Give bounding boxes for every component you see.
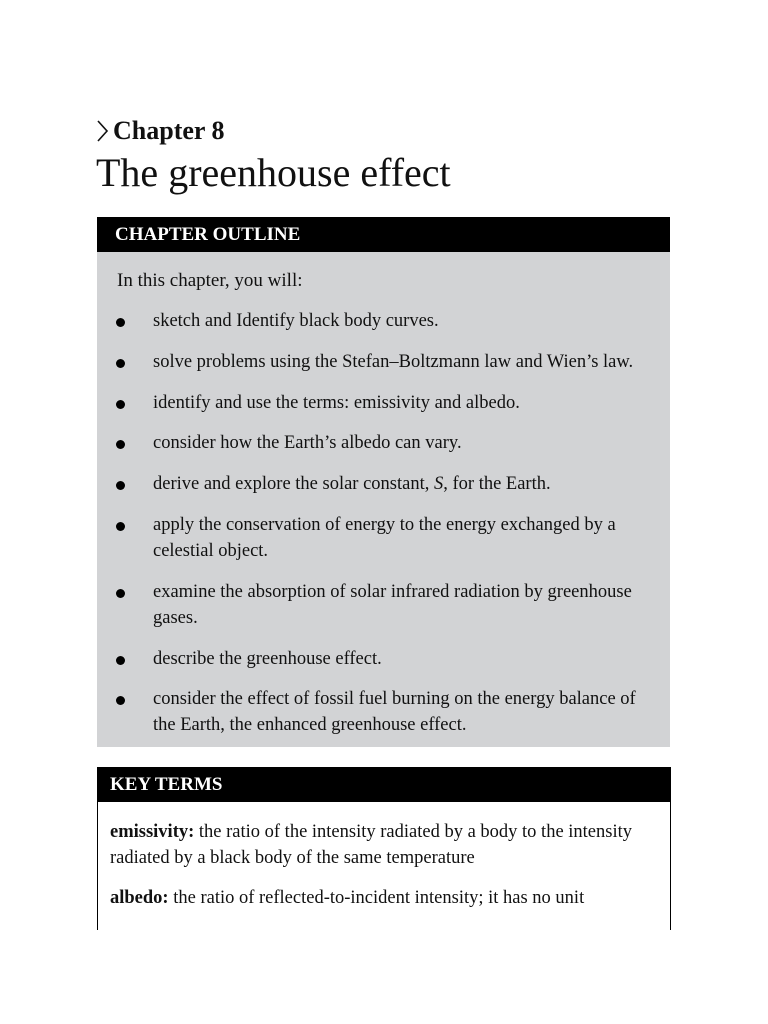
bullet-icon [116,400,125,409]
solar-constant-symbol: S [434,474,444,495]
outline-item-text: consider how the Earth’s albedo can vary. [153,433,462,454]
outline-item-text [153,474,551,494]
key-term-definition: the ratio of reflected-to-incident intensity; it has no unit [168,888,585,908]
outline-item-text-after: , for the Earth. [443,474,551,495]
chapter-number: Chapter 8 [113,116,225,145]
outline-item [97,430,670,456]
key-term-definition: the ratio of the intensity radiated by a body to the intensity radiated by a black body of the same temperature [110,822,632,868]
bullet-icon [116,656,125,665]
bullet-icon [116,359,125,368]
outline-item [97,686,670,738]
bullet-icon [116,318,125,327]
bullet-icon [116,696,125,705]
outline-item-text: sketch and Identify black body curves. [153,311,439,331]
bullet-icon [116,481,125,490]
chapter-title: The greenhouse effect [96,150,451,195]
chapter-outline-intro: In this chapter, you will: [117,270,303,291]
chapter-outline-box [97,217,670,747]
outline-item-text: solve problems using the Stefan–Boltzmann law and Wien’s law. [153,351,634,372]
outline-item-text: consider the effect of fossil fuel burning on the energy balance of the Earth, the enhanced greenhouse effect. [153,689,636,736]
key-terms-box [97,767,671,930]
outline-item-text: identify and use the terms: emissivity and albedo. [153,392,520,413]
key-term-entry [98,885,670,911]
bullet-icon [116,522,125,531]
chevron-right-icon [96,120,110,142]
outline-item [97,308,670,334]
bullet-icon [116,589,125,598]
chapter-outline-header: CHAPTER OUTLINE [97,217,670,252]
key-term-word: emissivity: [110,822,195,842]
outline-item [97,471,670,497]
key-term-entry [98,819,670,871]
outline-item [97,512,670,564]
outline-item [97,349,670,375]
chapter-outline-list [97,308,670,738]
outline-item [97,579,670,631]
bullet-icon [116,440,125,449]
outline-item-text: describe the greenhouse effect. [153,648,382,669]
outline-item-text-before: derive and explore the solar constant, [153,474,434,495]
outline-item [97,390,670,416]
key-terms-header: KEY TERMS [98,767,670,802]
key-term-word: albedo: [110,888,169,908]
chapter-label [96,114,224,148]
outline-item [97,646,670,672]
outline-item-text: apply the conservation of energy to the energy exchanged by a celestial object. [153,514,616,561]
outline-item-text: examine the absorption of solar infrared radiation by greenhouse gases. [153,581,632,628]
